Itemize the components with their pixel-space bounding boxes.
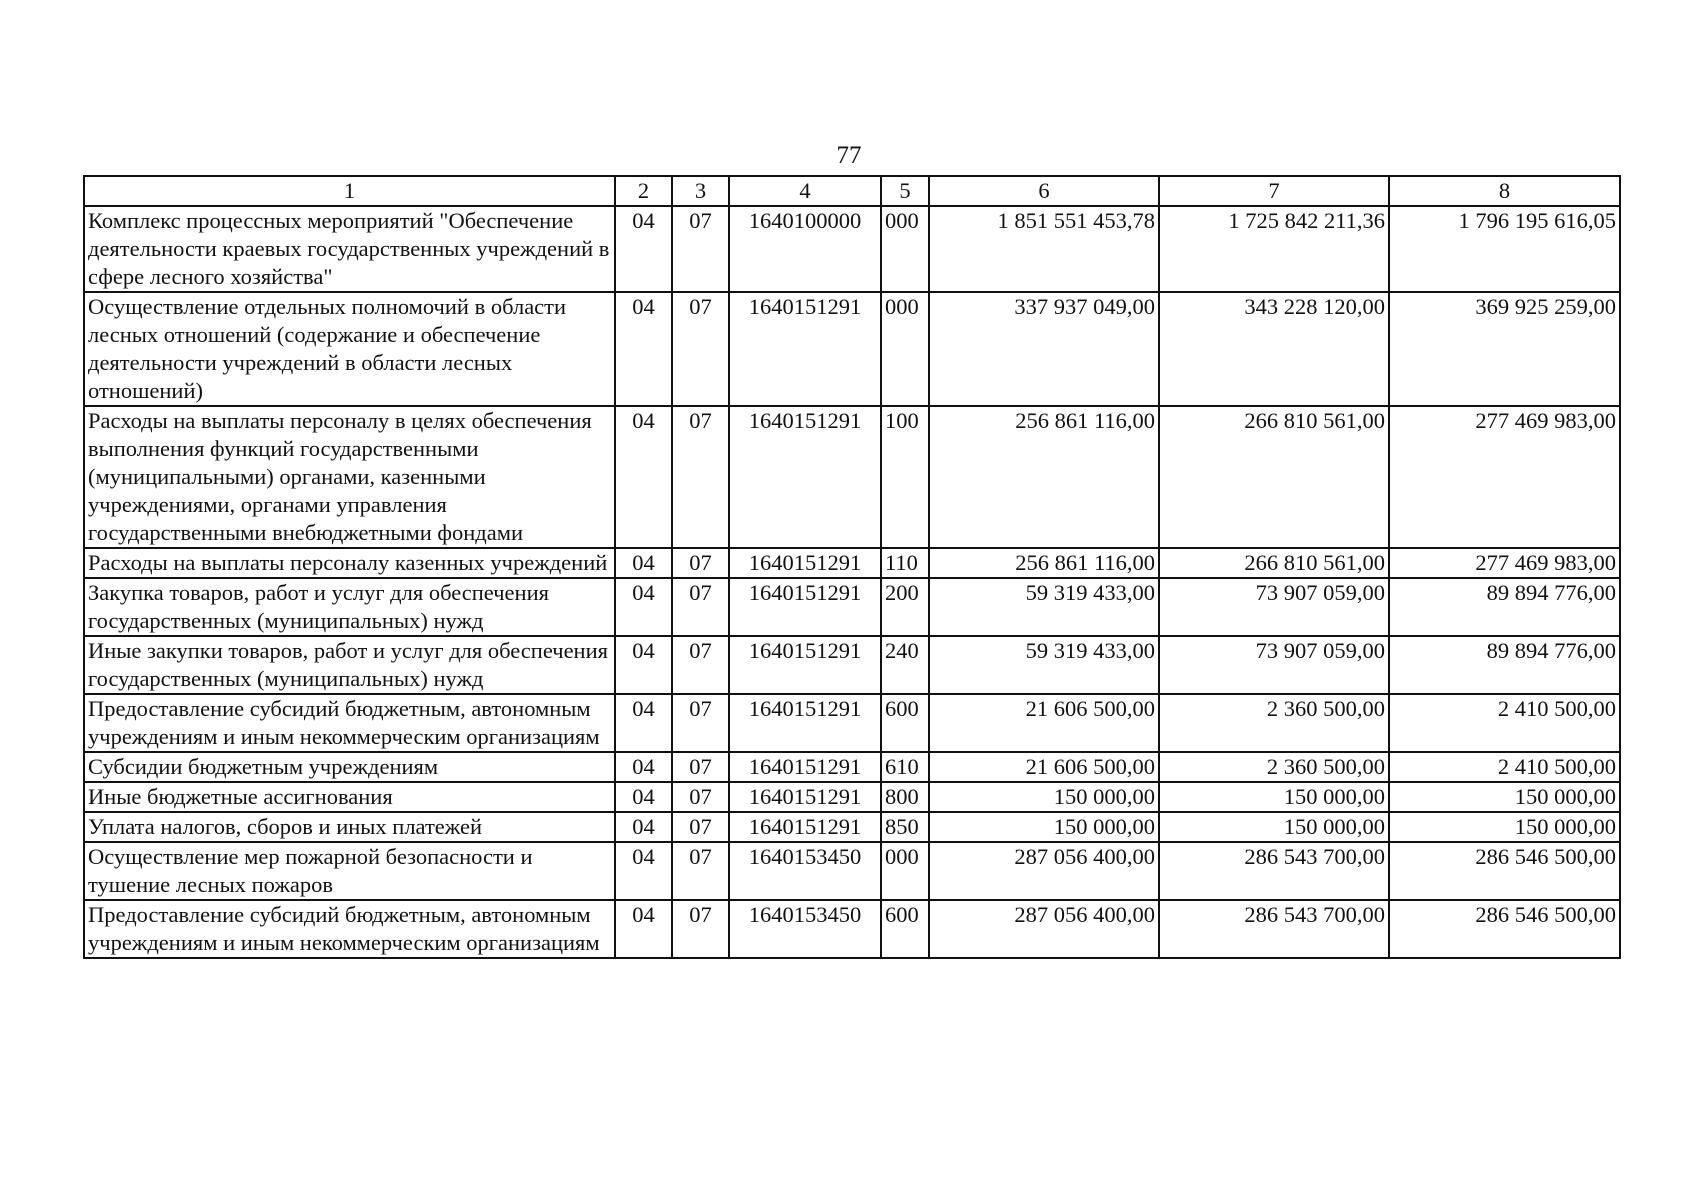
amount-col-7: 1 725 842 211,36	[1159, 206, 1389, 292]
code-subsection: 07	[672, 752, 729, 782]
amount-col-6: 21 606 500,00	[929, 694, 1159, 752]
code-section: 04	[615, 578, 672, 636]
amount-col-8: 150 000,00	[1389, 782, 1620, 812]
amount-col-6: 287 056 400,00	[929, 842, 1159, 900]
table-row	[84, 900, 1620, 958]
amount-col-7: 73 907 059,00	[1159, 636, 1389, 694]
table-row	[84, 752, 1620, 782]
code-section: 04	[615, 292, 672, 406]
code-subsection: 07	[672, 812, 729, 842]
amount-col-6: 1 851 551 453,78	[929, 206, 1159, 292]
amount-col-6: 150 000,00	[929, 782, 1159, 812]
column-header: 3	[672, 176, 729, 206]
row-name: Иные закупки товаров, работ и услуг для обеспечения государственных (муниципальных) нужд	[84, 636, 615, 694]
code-subsection: 07	[672, 292, 729, 406]
code-expense-type: 600	[881, 694, 929, 752]
code-target-article: 1640151291	[729, 406, 881, 548]
column-header: 8	[1389, 176, 1620, 206]
code-subsection: 07	[672, 782, 729, 812]
amount-col-8: 150 000,00	[1389, 812, 1620, 842]
table-row	[84, 812, 1620, 842]
code-target-article: 1640151291	[729, 292, 881, 406]
amount-col-6: 337 937 049,00	[929, 292, 1159, 406]
row-name: Осуществление отдельных полномочий в области лесных отношений (содержание и обеспечение деятельности учреждений в области лесных отношений)	[84, 292, 615, 406]
table-row	[84, 842, 1620, 900]
code-target-article: 1640153450	[729, 842, 881, 900]
row-name: Расходы на выплаты персоналу казенных учреждений	[84, 548, 615, 578]
row-name: Расходы на выплаты персоналу в целях обеспечения выполнения функций государственными (муниципальными) органами, казенными учреждениями, органами управления государственными внебюджетными фондами	[84, 406, 615, 548]
amount-col-7: 150 000,00	[1159, 812, 1389, 842]
amount-col-6: 287 056 400,00	[929, 900, 1159, 958]
table-row	[84, 694, 1620, 752]
table-row	[84, 292, 1620, 406]
column-header: 6	[929, 176, 1159, 206]
table-row	[84, 548, 1620, 578]
code-section: 04	[615, 694, 672, 752]
code-target-article: 1640153450	[729, 900, 881, 958]
code-section: 04	[615, 206, 672, 292]
code-section: 04	[615, 782, 672, 812]
amount-col-6: 256 861 116,00	[929, 406, 1159, 548]
code-expense-type: 100	[881, 406, 929, 548]
code-section: 04	[615, 548, 672, 578]
code-target-article: 1640151291	[729, 636, 881, 694]
code-target-article: 1640151291	[729, 694, 881, 752]
code-subsection: 07	[672, 900, 729, 958]
amount-col-7: 2 360 500,00	[1159, 752, 1389, 782]
code-target-article: 1640151291	[729, 812, 881, 842]
table-row	[84, 782, 1620, 812]
row-name: Комплекс процессных мероприятий "Обеспечение деятельности краевых государственных учреждений в сфере лесного хозяйства"	[84, 206, 615, 292]
amount-col-7: 266 810 561,00	[1159, 406, 1389, 548]
row-name: Осуществление мер пожарной безопасности и тушение лесных пожаров	[84, 842, 615, 900]
amount-col-8: 286 546 500,00	[1389, 842, 1620, 900]
amount-col-7: 73 907 059,00	[1159, 578, 1389, 636]
row-name: Субсидии бюджетным учреждениям	[84, 752, 615, 782]
code-expense-type: 850	[881, 812, 929, 842]
code-expense-type: 000	[881, 842, 929, 900]
code-expense-type: 000	[881, 206, 929, 292]
page-number: 77	[836, 142, 862, 169]
amount-col-6: 150 000,00	[929, 812, 1159, 842]
amount-col-7: 2 360 500,00	[1159, 694, 1389, 752]
amount-col-6: 21 606 500,00	[929, 752, 1159, 782]
code-target-article: 1640151291	[729, 782, 881, 812]
amount-col-6: 59 319 433,00	[929, 636, 1159, 694]
code-target-article: 1640100000	[729, 206, 881, 292]
code-expense-type: 800	[881, 782, 929, 812]
amount-col-6: 256 861 116,00	[929, 548, 1159, 578]
amount-col-8: 277 469 983,00	[1389, 548, 1620, 578]
row-name: Закупка товаров, работ и услуг для обеспечения государственных (муниципальных) нужд	[84, 578, 615, 636]
amount-col-7: 286 543 700,00	[1159, 842, 1389, 900]
code-section: 04	[615, 842, 672, 900]
code-subsection: 07	[672, 636, 729, 694]
code-section: 04	[615, 636, 672, 694]
amount-col-7: 266 810 561,00	[1159, 548, 1389, 578]
code-subsection: 07	[672, 694, 729, 752]
code-expense-type: 240	[881, 636, 929, 694]
code-target-article: 1640151291	[729, 752, 881, 782]
amount-col-8: 286 546 500,00	[1389, 900, 1620, 958]
code-section: 04	[615, 900, 672, 958]
column-header: 1	[84, 176, 615, 206]
row-name: Предоставление субсидий бюджетным, автономным учреждениям и иным некоммерческим организациям	[84, 694, 615, 752]
column-header: 5	[881, 176, 929, 206]
column-header: 4	[729, 176, 881, 206]
code-subsection: 07	[672, 578, 729, 636]
column-header: 2	[615, 176, 672, 206]
code-expense-type: 610	[881, 752, 929, 782]
amount-col-7: 343 228 120,00	[1159, 292, 1389, 406]
code-section: 04	[615, 752, 672, 782]
header-row	[84, 176, 1620, 206]
code-expense-type: 200	[881, 578, 929, 636]
code-expense-type: 110	[881, 548, 929, 578]
code-section: 04	[615, 406, 672, 548]
row-name: Предоставление субсидий бюджетным, автономным учреждениям и иным некоммерческим организациям	[84, 900, 615, 958]
amount-col-6: 59 319 433,00	[929, 578, 1159, 636]
code-expense-type: 000	[881, 292, 929, 406]
code-expense-type: 600	[881, 900, 929, 958]
table-row	[84, 206, 1620, 292]
row-name: Уплата налогов, сборов и иных платежей	[84, 812, 615, 842]
amount-col-8: 89 894 776,00	[1389, 636, 1620, 694]
budget-table	[83, 175, 1621, 959]
amount-col-7: 286 543 700,00	[1159, 900, 1389, 958]
column-header: 7	[1159, 176, 1389, 206]
code-subsection: 07	[672, 842, 729, 900]
amount-col-8: 89 894 776,00	[1389, 578, 1620, 636]
table-row	[84, 578, 1620, 636]
amount-col-8: 369 925 259,00	[1389, 292, 1620, 406]
code-section: 04	[615, 812, 672, 842]
table-row	[84, 636, 1620, 694]
amount-col-8: 2 410 500,00	[1389, 694, 1620, 752]
code-subsection: 07	[672, 548, 729, 578]
table-row	[84, 406, 1620, 548]
code-subsection: 07	[672, 406, 729, 548]
code-target-article: 1640151291	[729, 578, 881, 636]
amount-col-8: 277 469 983,00	[1389, 406, 1620, 548]
amount-col-7: 150 000,00	[1159, 782, 1389, 812]
code-subsection: 07	[672, 206, 729, 292]
amount-col-8: 1 796 195 616,05	[1389, 206, 1620, 292]
row-name: Иные бюджетные ассигнования	[84, 782, 615, 812]
amount-col-8: 2 410 500,00	[1389, 752, 1620, 782]
code-target-article: 1640151291	[729, 548, 881, 578]
